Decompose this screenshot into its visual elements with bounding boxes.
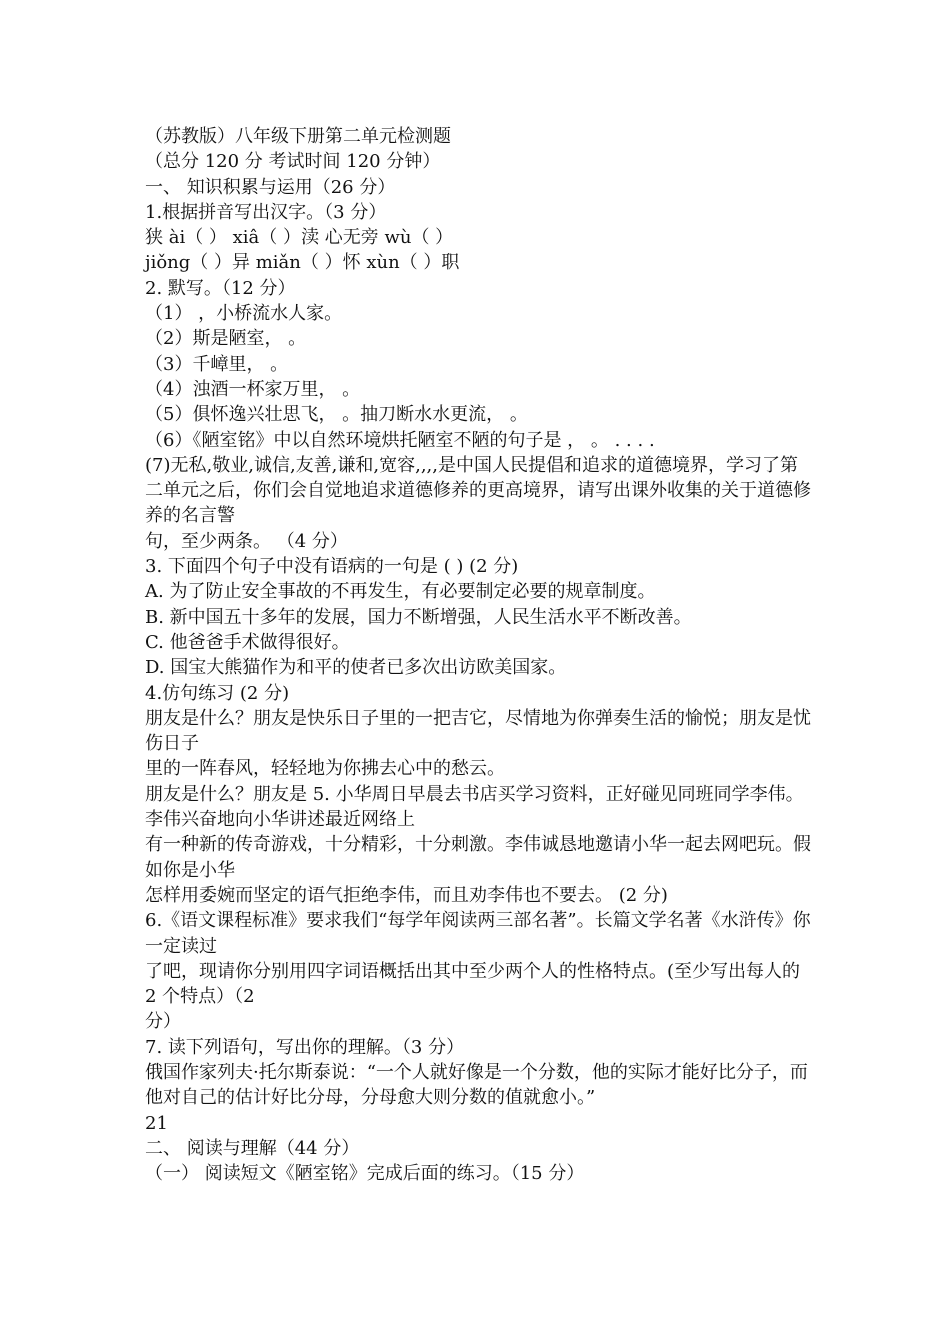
pinyin-line: 狭 ài（ ） xiâ（ ）渎 心无旁 wù（ ） [145, 227, 454, 249]
dictation-item: （2）斯是陋室， 。 [145, 328, 307, 350]
dictation-item: （1） ，小桥流水人家。 [145, 303, 343, 325]
question-6: 6.《语文课程标准》要求我们“每学年阅读两三部名著”。长篇文学名著《水浒传》你一定读过 [145, 910, 811, 957]
question-5: 朋友是什么？朋友是 5. 小华周日早晨去书店买学习资料，正好碰见同班同学李伟。李伟兴奋地向小华讲述最近网络上 [145, 783, 804, 831]
body-text: 分） [145, 1011, 181, 1033]
body-text: 二单元之后，你们会自觉地追求道德修养的更高境界，请写出课外收集的关于道德修养的名言警 [145, 480, 811, 527]
choice-option: D. 国宝大熊猫作为和平的使者已多次出访欧美国家。 [145, 657, 567, 679]
choice-option: C. 他爸爸手术做得很好。 [145, 631, 350, 653]
quote-text: 他对自己的估计好比分母，分母愈大则分数的值就愈小。” [145, 1087, 596, 1109]
pinyin-line: jiǒng（ ）异 miǎn（ ）怀 xùn（ ）职 [145, 252, 460, 274]
body-text: 了吧，现请你分别用四字词语概括出其中至少两个人的性格特点。(至少写出每人的 2 个特点）（2 [145, 960, 801, 1008]
dictation-item: (7)无私,敬业,诚信,友善,谦和,宽容,,,,是中国人民提倡和追求的道德境界，学习了第 [145, 454, 798, 476]
question-7: 7. 读下列语句，写出你的理解。（3 分） [145, 1036, 465, 1058]
question-1: 1.根据拼音写出汉字。（3 分） [145, 201, 387, 223]
document-subtitle: （总分 120 分 考试时间 120 分钟） [145, 151, 441, 173]
question-3: 3. 下面四个句子中没有语病的一句是 ( ) (2 分) [145, 556, 519, 578]
body-text: 怎样用委婉而坚定的语气拒绝李伟，而且劝李伟也不要去。 (2 分) [145, 884, 668, 906]
body-text: 朋友是什么？朋友是快乐日子里的一把吉它，尽情地为你弹奏生活的愉悦；朋友是忧伤日子 [145, 707, 811, 755]
body-text: 里的一阵春风，轻轻地为你拂去心中的愁云。 [145, 758, 505, 780]
choice-option: B. 新中国五十多年的发展，国力不断增强，人民生活水平不断改善。 [145, 606, 692, 628]
question-2: 2. 默写。（12 分） [145, 277, 296, 299]
choice-option: A. 为了防止安全事故的不再发生，有必要制定必要的规章制度。 [145, 581, 656, 603]
question-4: 4.仿句练习 (2 分) [145, 682, 290, 704]
subsection-heading: （一） 阅读短文《陋室铭》完成后面的练习。（15 分） [145, 1163, 585, 1185]
quote-text: 俄国作家列夫·托尔斯泰说：“一个人就好像是一个分数，他的实际才能好比分子，而 [145, 1061, 808, 1083]
dictation-item: （6）《陋室铭》中以自然环境烘托陋室不陋的句子是 ， 。 . . . . [145, 429, 655, 451]
page-number: 21 [145, 1112, 168, 1134]
section-heading: 一、 知识积累与运用（26 分） [145, 176, 396, 198]
body-text: 有一种新的传奇游戏，十分精彩，十分刺激。李伟诚恳地邀请小华一起去网吧玩。假如你是小华 [145, 834, 811, 881]
exam-document [145, 124, 815, 1186]
dictation-item: （3）千嶂里， 。 [145, 353, 289, 375]
section-heading: 二、 阅读与理解（44 分） [145, 1137, 360, 1159]
dictation-item: （5）俱怀逸兴壮思飞， 。抽刀断水水更流， 。 [145, 404, 528, 426]
document-title: （苏教版）八年级下册第二单元检测题 [145, 126, 451, 147]
dictation-item: （4）浊酒一杯家万里， 。 [145, 378, 361, 400]
body-text: 句，至少两条。 （4 分） [145, 530, 348, 552]
